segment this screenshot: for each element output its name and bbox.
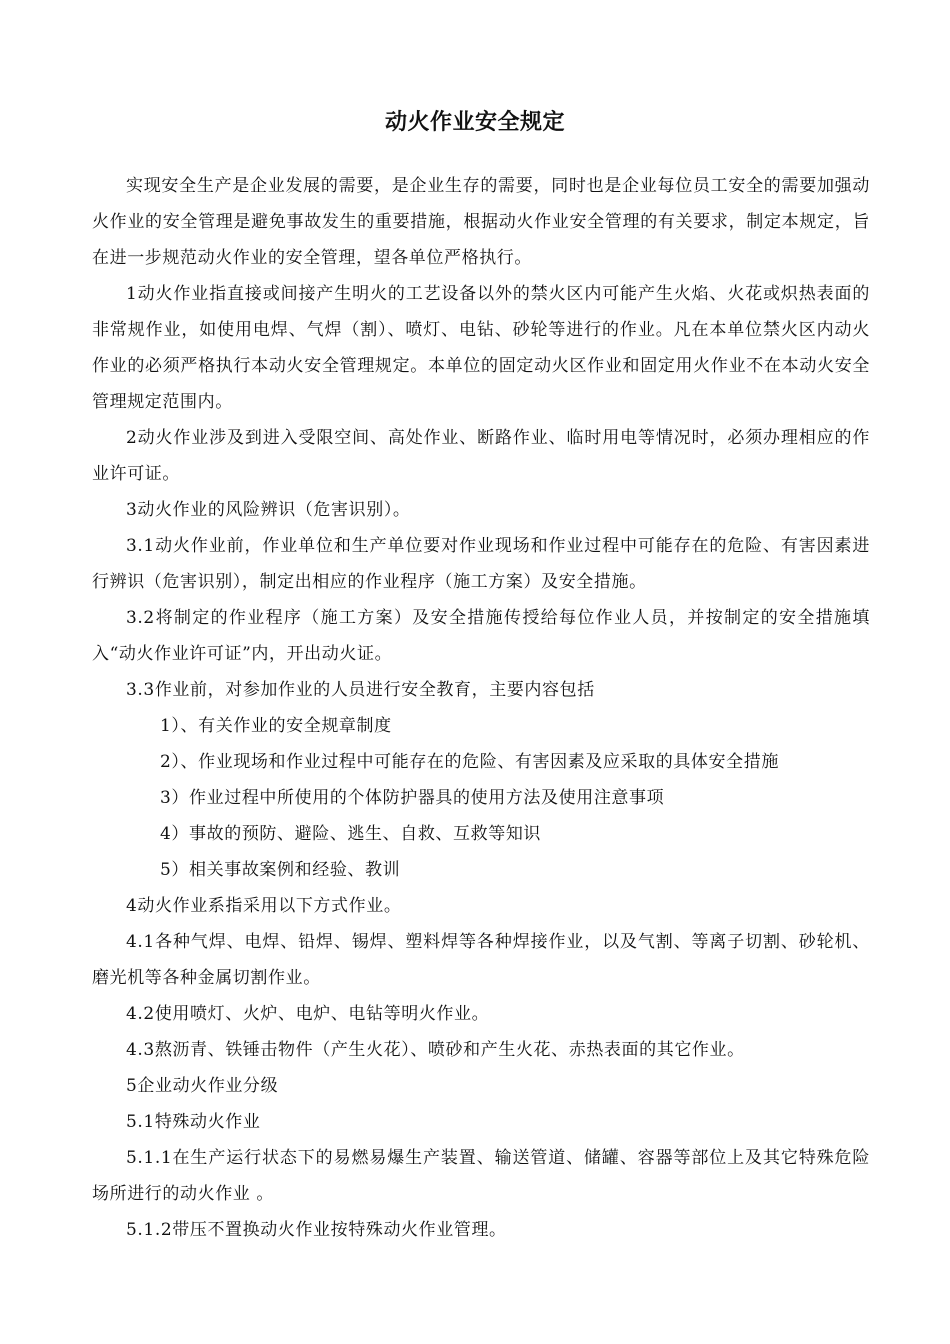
sub-item-2: 2）、作业现场和作业过程中可能存在的危险、有害因素及应采取的具体安全措施 [160,752,779,772]
paragraph-5: 5企业动火作业分级 [126,1076,279,1096]
paragraph-5-1-2: 5.1.2带压不置换动火作业按特殊动火作业管理。 [126,1220,507,1240]
sub-item-5: 5）相关事故案例和经验、教训 [160,860,401,880]
document-body [92,168,870,1248]
paragraph-4-2: 4.2使用喷灯、火炉、电炉、电钻等明火作业。 [126,1004,490,1024]
paragraph-3-2: 3.2将制定的作业程序（施工方案）及安全措施传授给每位作业人员，并按制定的安全措施填入“动火作业许可证”内，开出动火证。 [92,608,870,664]
paragraph-4: 4动火作业系指采用以下方式作业。 [126,896,402,916]
sub-item-3: 3）作业过程中所使用的个体防护器具的使用方法及使用注意事项 [160,788,665,808]
paragraph-3-1: 3.1动火作业前，作业单位和生产单位要对作业现场和作业过程中可能存在的危险、有害因素进行辨识（危害识别），制定出相应的作业程序（施工方案）及安全措施。 [92,536,870,592]
paragraph-1: 1动火作业指直接或间接产生明火的工艺设备以外的禁火区内可能产生火焰、火花或炽热表面的非常规作业，如使用电焊、气焊（割）、喷灯、电钻、砂轮等进行的作业。凡在本单位禁火区内动火作业的必须严格执行本动火安全管理规定。本单位的固定动火区作业和固定用火作业不在本动火安全管理规定范围内。 [92,284,870,412]
document-title: 动火作业安全规定 [384,110,565,135]
paragraph-4-3: 4.3熬沥青、铁锤击物件（产生火花）、喷砂和产生火花、赤热表面的其它作业。 [126,1040,745,1060]
paragraph-intro: 实现安全生产是企业发展的需要，是企业生存的需要，同时也是企业每位员工安全的需要加强动火作业的安全管理是避免事故发生的重要措施，根据动火作业安全管理的有关要求，制定本规定，旨在进一步规范动火作业的安全管理，望各单位严格执行。 [92,176,870,268]
paragraph-3-3: 3.3作业前，对参加作业的人员进行安全教育，主要内容包括 [126,680,595,700]
paragraph-3: 3动火作业的风险辨识（危害识别）。 [126,500,411,520]
paragraph-5-1: 5.1特殊动火作业 [126,1112,261,1132]
sub-item-4: 4）事故的预防、避险、逃生、自救、互救等知识 [160,824,542,844]
sub-item-1: 1）、有关作业的安全规章制度 [160,716,392,736]
paragraph-4-1: 4.1各种气焊、电焊、铅焊、锡焊、塑料焊等各种焊接作业，以及气割、等离子切割、砂轮机、磨光机等各种金属切割作业。 [92,932,870,988]
paragraph-5-1-1: 5.1.1在生产运行状态下的易燃易爆生产装置、输送管道、储罐、容器等部位上及其它特殊危险场所进行的动火作业 。 [92,1148,870,1204]
paragraph-2: 2动火作业涉及到进入受限空间、高处作业、断路作业、临时用电等情况时，必须办理相应的作业许可证。 [92,428,870,484]
